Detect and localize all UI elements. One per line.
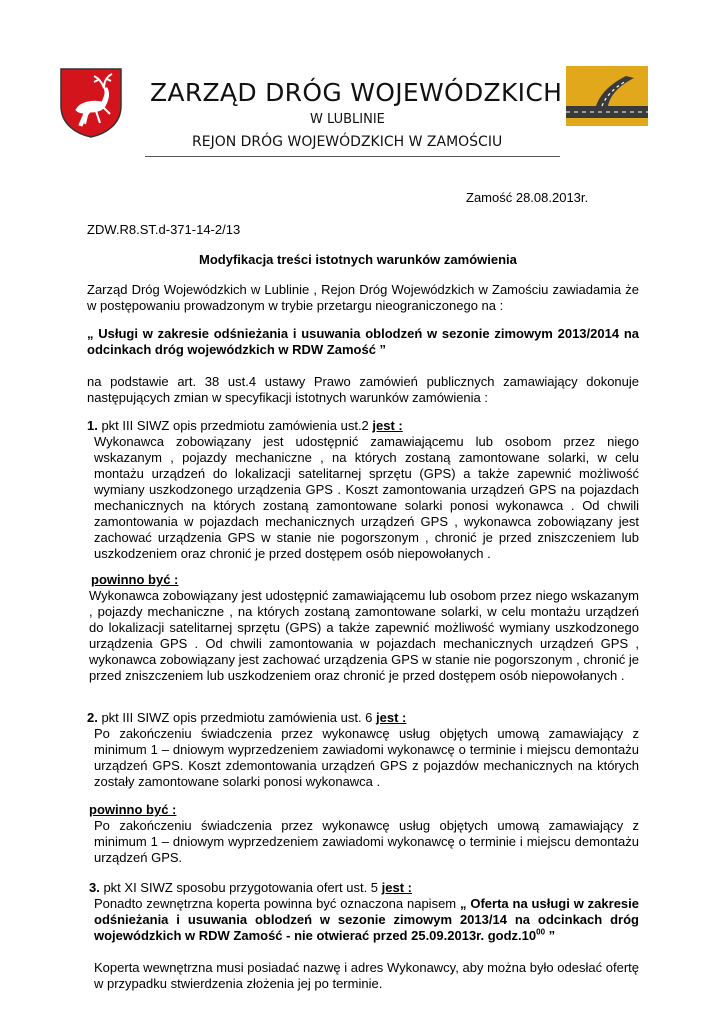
header-divider <box>145 156 560 157</box>
item2-heading <box>87 710 406 726</box>
item2-powinno-label: powinno być : <box>89 802 177 817</box>
letterhead <box>0 0 725 160</box>
lublin-deer-crest-icon <box>58 66 124 138</box>
reference-number: ZDW.R8.ST.d-371-14-2/13 <box>87 222 241 237</box>
item3-text <box>94 896 639 944</box>
item1-heading <box>87 418 403 434</box>
item2-title: pkt III SIWZ opis przedmiotu zamówienia ust. 6 <box>97 710 377 725</box>
item3-rest: Koperta wewnętrzna musi posiadać nazwę i adres Wykonawcy, aby można było odesłać ofertę w przypadku stwierdzenia złożenia jej po terminie. <box>94 960 639 991</box>
item1-jest-label: jest : <box>372 418 403 433</box>
item3-lead: Ponadto zewnętrzna koperta powinna być oznaczona napisem <box>94 896 460 911</box>
document-heading: Modyfikacja treści istotnych warunków zamówienia <box>199 252 517 267</box>
item3-hour-superscript: 00 <box>536 927 546 937</box>
institution-region: REJON DRÓG WOJEWÓDZKICH W ZAMOŚCIU <box>192 134 503 150</box>
item1-title: pkt III SIWZ opis przedmiotu zamówienia ust.2 <box>97 418 373 433</box>
contract-subject: „ Usługi w zakresie odśnieżania i usuwania oblodzeń w sezonie zimowym 2013/2014 na odcinkach dróg wojewódzkich w RDW Zamość ” <box>87 326 639 357</box>
item1-powinno-text: Wykonawca zobowiązany jest udostępnić zamawiającemu lub osobom przez niego wskazanym , pojazdy mechaniczne , na których zostaną zamontowane solarki, w celu montażu urządzeń do lokalizacji satelitarnej sprzętu (GPS) a także zapewnić możliwość wymiany uszkodzonego urządzenia GPS . Od chwili zamontowania w pojazdach mechanicznych urządzeń GPS , wykonawca zobowiązany jest zachować urządzenia GPS w stanie nie pogorszonym , chronić je przed zniszczeniem lub uszkodzeniem oraz chronić je przed dostępem osób niepowołanych . <box>89 588 639 683</box>
item3-number: 3. <box>89 880 100 895</box>
item3-bold-text: „ Oferta na usługi w zakresie odśnieżania i usuwania oblodzeń w sezonie zimowym 2013/14 na odcinkach dróg wojewódzkich w RDW Zamość - nie otwierać przed 25.09.2013r. godz.10 <box>94 896 639 943</box>
item2-jest-label: jest : <box>376 710 407 725</box>
item3-title: pkt XI SIWZ sposobu przygotowania ofert ust. 5 <box>99 880 382 895</box>
item2-jest-text: Po zakończeniu świadczenia przez wykonawcę usług objętych umową zamawiający z minimum 1 – dniowym wyprzedzeniem zawiadomi wykonawcę o terminie i miejscu demontażu urządzeń GPS. Koszt zdemontowania urządzeń GPS z pojazdów mechanicznych na których zostały zamontowane solarki ponosi wykonawca . <box>94 726 639 789</box>
item1-powinno-label: powinno być : <box>91 572 179 587</box>
document-date: Zamość 28.08.2013r. <box>466 190 589 205</box>
road-logo-icon <box>566 66 648 126</box>
item3-bold-tail: ” <box>545 928 556 943</box>
item1-jest-text: Wykonawca zobowiązany jest udostępnić zamawiającemu lub osobom przez niego wskazanym , pojazdy mechaniczne , na których zostaną zamontowane solarki, w celu montażu urządzeń do lokalizacji satelitarnej sprzętu (GPS) a także zapewnić możliwość wymiany uszkodzonego urządzenia GPS . Koszt zamontowania urządzeń GPS na pojazdach mechanicznych na których zostaną zamontowane solarki ponosi wykonawca . Od chwili zamontowania w pojazdach mechanicznych urządzeń GPS , wykonawca zobowiązany jest zachować urządzenia GPS w stanie nie pogorszonym , chronić je przed zniszczeniem lub uszkodzeniem oraz chronić je przed dostępem osób niepowołanych . <box>94 434 639 561</box>
item2-number: 2. <box>87 710 98 725</box>
institution-subtitle: W LUBLINIE <box>310 112 385 127</box>
intro-paragraph: Zarząd Dróg Wojewódzkich w Lublinie , Rejon Dróg Wojewódzkich w Zamościu zawiadamia że w postępowaniu prowadzonym w trybie przetargu nieograniczonego na : <box>87 282 639 313</box>
item3-heading <box>89 880 412 896</box>
legal-basis-paragraph: na podstawie art. 38 ust.4 ustawy Prawo zamówień publicznych zamawiający dokonuje następujących zmian w specyfikacji istotnych warunków zamówienia : <box>87 374 639 405</box>
item3-jest-label: jest : <box>381 880 412 895</box>
item1-number: 1. <box>87 418 98 433</box>
item2-powinno-text: Po zakończeniu świadczenia przez wykonawcę usług objętych umową zamawiający z minimum 1 – dniowym wyprzedzeniem zawiadomi wykonawcę o terminie i miejscu demontażu urządzeń GPS. <box>94 818 639 865</box>
institution-title: ZARZĄD DRÓG WOJEWÓDZKICH <box>150 78 563 107</box>
